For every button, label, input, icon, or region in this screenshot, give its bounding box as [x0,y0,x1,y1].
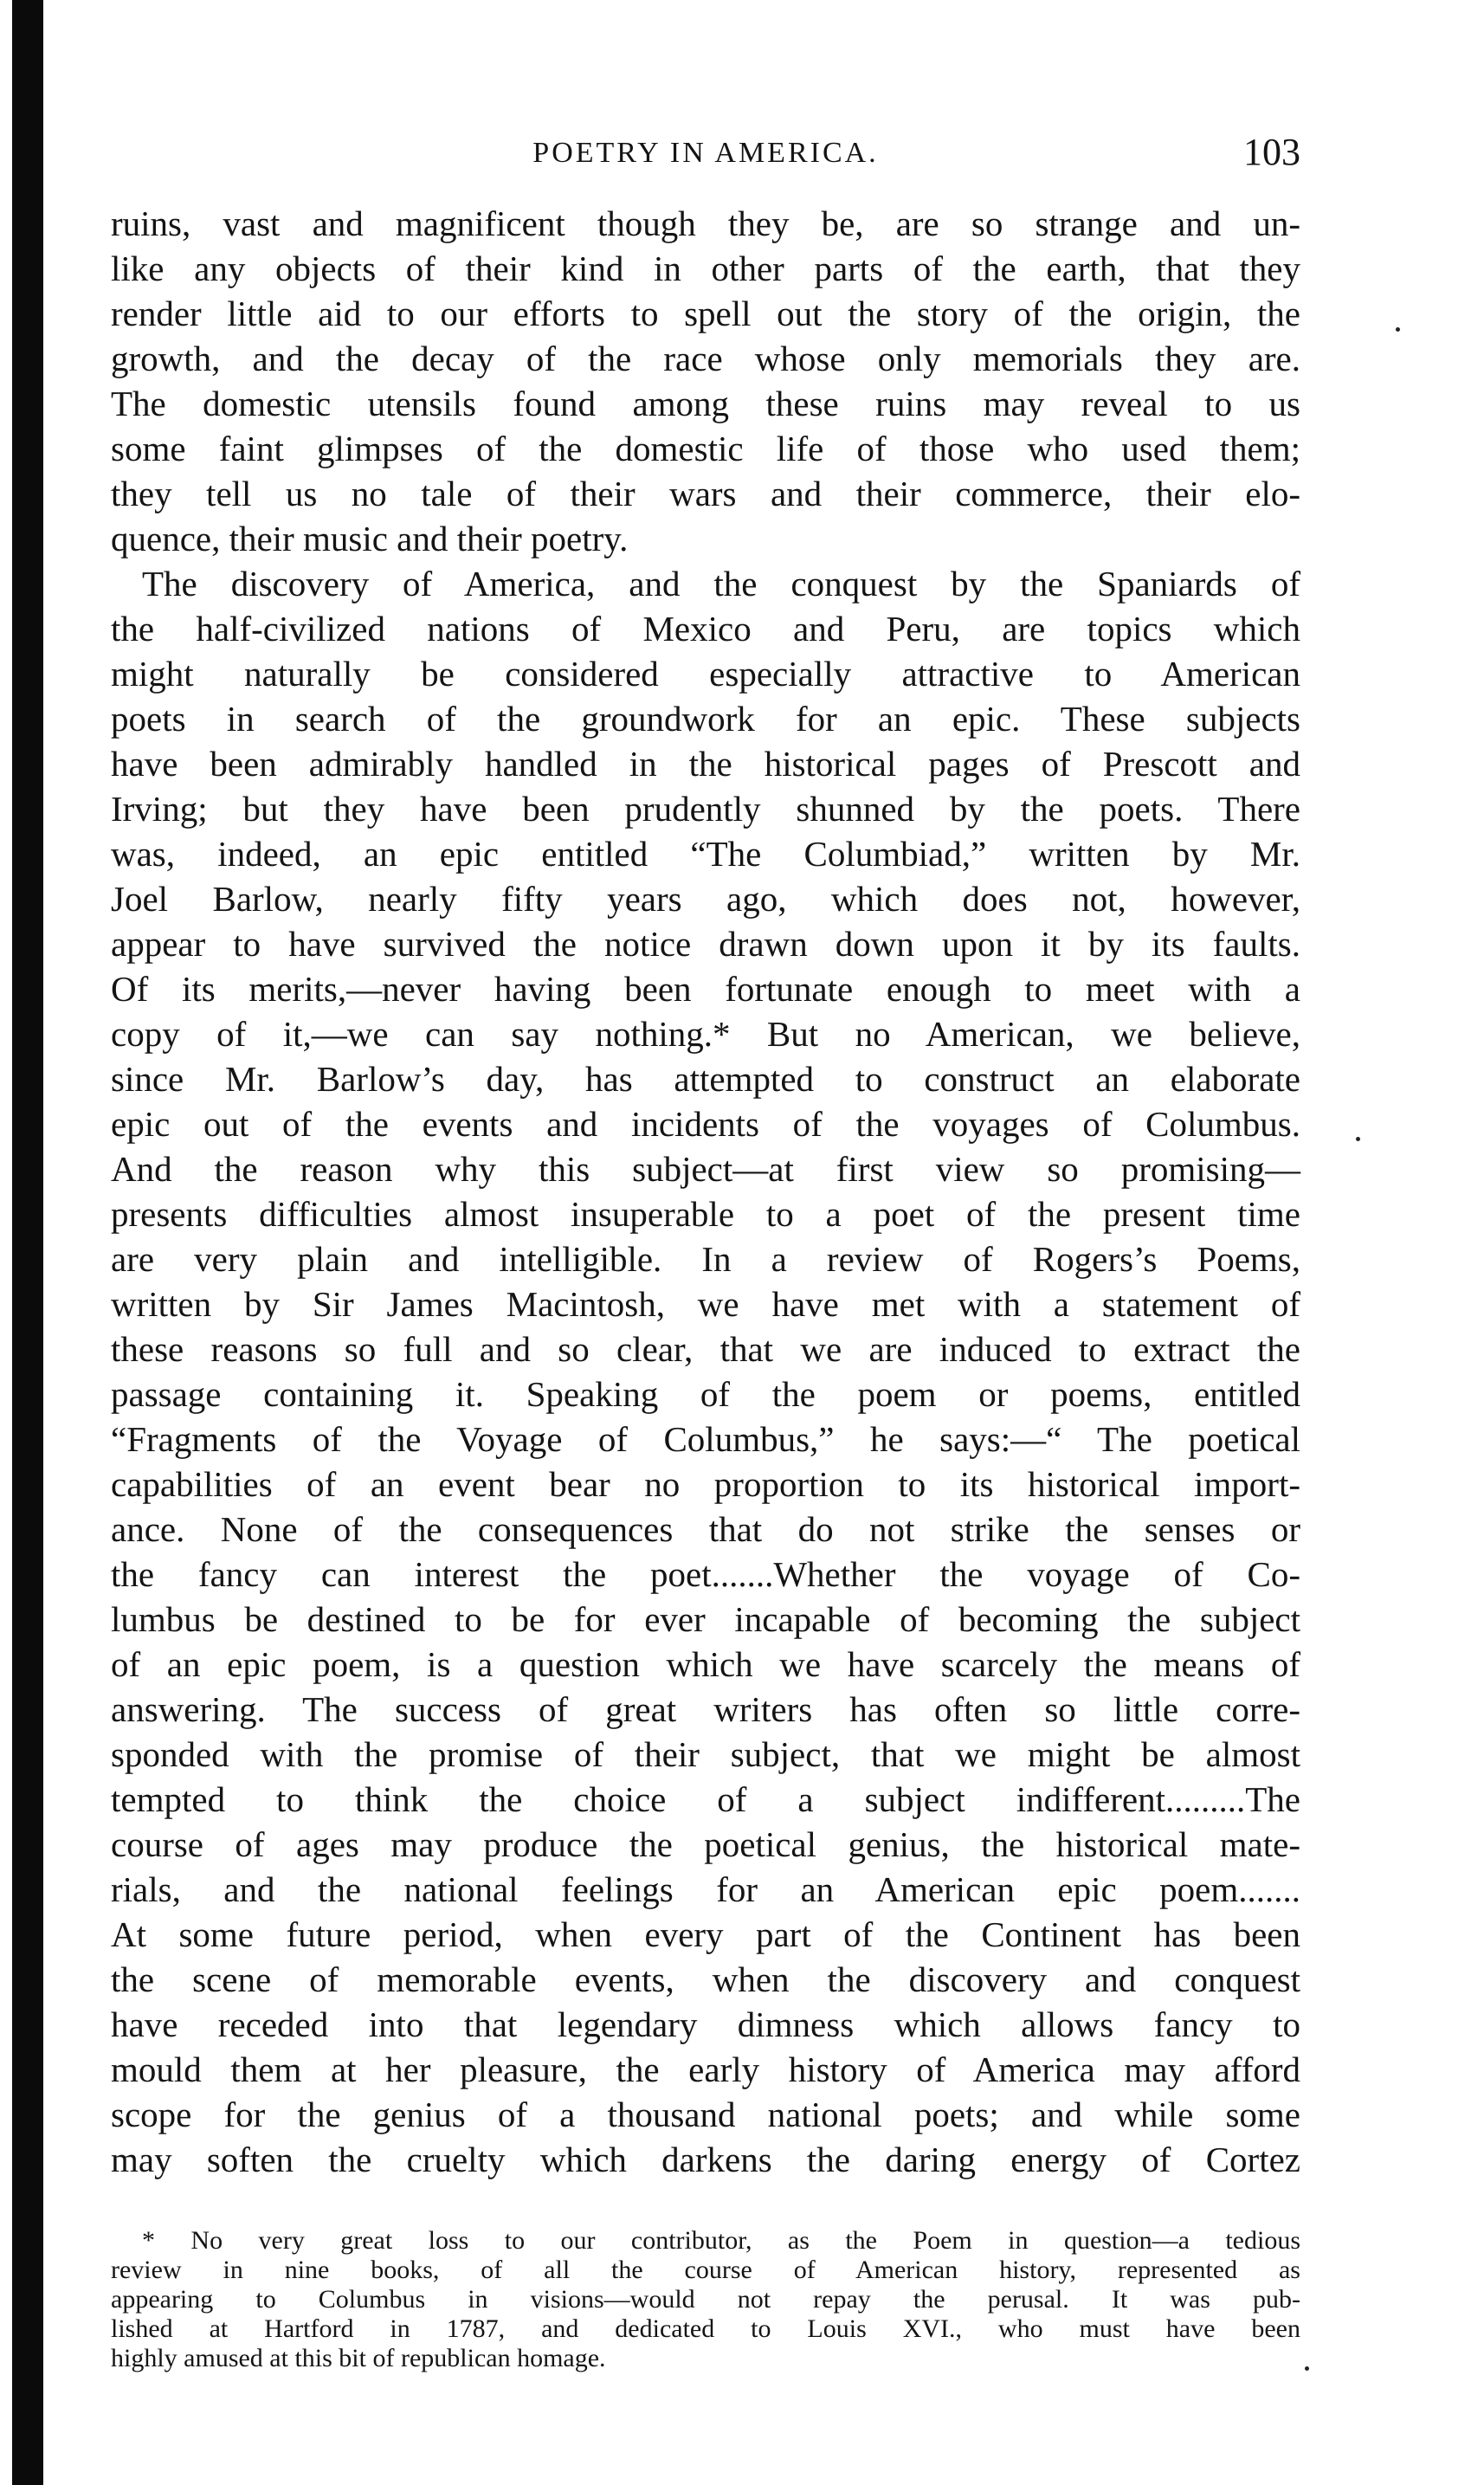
text-line: ance. None of the consequences that do not strike the senses or [111,1509,1300,1549]
text-line: copy of it,—we can say nothing.* But no American, we believe, [111,1014,1300,1054]
running-head: POETRY IN AMERICA. [532,137,879,169]
text-line: of an epic poem, is a question which we have scarcely the means of [111,1644,1300,1684]
text-line: And the reason why this subject—at first view so promising— [111,1149,1300,1189]
ink-speck [1305,2366,1309,2371]
text-line: the scene of memorable events, when the discovery and conquest [111,1959,1300,1999]
text-line: epic out of the events and incidents of the voyages of Columbus. [111,1104,1300,1144]
page-number: 103 [1243,131,1300,173]
ink-speck [1396,327,1400,332]
text-line: the half-civilized nations of Mexico and Peru, are topics which [111,609,1300,649]
text-line: may soften the cruelty which darkens the daring energy of Cortez [111,2140,1300,2179]
text-line: The domestic utensils found among these ruins may reveal to us [111,384,1300,423]
footnote [111,2226,1300,2373]
text-line: lumbus be destined to be for ever incapable of becoming the subject [111,1599,1300,1639]
text-line: “Fragments of the Voyage of Columbus,” he says:—“ The poetical [111,1419,1300,1459]
text-line: capabilities of an event bear no proportion to its historical import- [111,1464,1300,1504]
page-edge-shadow [12,0,43,2485]
text-line: answering. The success of great writers has often so little corre- [111,1689,1300,1729]
text-line: might naturally be considered especially attractive to American [111,654,1300,694]
text-line: passage containing it. Speaking of the poem or poems, entitled [111,1374,1300,1414]
text-line: sponded with the promise of their subject, that we might be almost [111,1734,1300,1774]
text-line: was, indeed, an epic entitled “The Columbiad,” written by Mr. [111,834,1300,874]
text-line: render little aid to our efforts to spell out the story of the origin, the [111,294,1300,333]
text-line: poets in search of the groundwork for an epic. These subjects [111,699,1300,739]
text-line: have receded into that legendary dimness which allows fancy to [111,2004,1300,2044]
footnote-line: * No very great loss to our contributor, as the Poem in question—a tedious [142,2226,1300,2255]
ink-speck [1356,1137,1360,1141]
text-line: appear to have survived the notice drawn down upon it by its faults. [111,924,1300,964]
text-line: since Mr. Barlow’s day, has attempted to construct an elaborate [111,1059,1300,1099]
text-line: ruins, vast and magnificent though they be, are so strange and un- [111,203,1300,243]
text-line: they tell us no tale of their wars and their commerce, their elo- [111,474,1300,513]
text-line: growth, and the decay of the race whose only memorials they are. [111,339,1300,378]
text-line: At some future period, when every part of the Continent has been [111,1914,1300,1954]
text-line: quence, their music and their poetry. [111,519,629,558]
text-line: Joel Barlow, nearly fifty years ago, which does not, however, [111,879,1300,919]
text-line: the fancy can interest the poet.......Whether the voyage of Co- [111,1554,1300,1594]
text-line: are very plain and intelligible. In a review of Rogers’s Poems, [111,1239,1300,1279]
text-line: Of its merits,—never having been fortunate enough to meet with a [111,969,1300,1009]
text-line: scope for the genius of a thousand national poets; and while some [111,2094,1300,2134]
text-line: The discovery of America, and the conquest by the Spaniards of [142,564,1300,604]
text-line: rials, and the national feelings for an American epic poem....... [111,1869,1300,1909]
text-line: some faint glimpses of the domestic life of those who used them; [111,429,1300,468]
footnote-line: appearing to Columbus in visions—would not repay the perusal. It was pub- [111,2285,1300,2314]
footnote-line: lished at Hartford in 1787, and dedicated to Louis XVI., who must have been [111,2314,1300,2343]
text-line: have been admirably handled in the historical pages of Prescott and [111,744,1300,784]
text-line: tempted to think the choice of a subject indifferent.........The [111,1779,1300,1819]
text-line: course of ages may produce the poetical genius, the historical mate- [111,1824,1300,1864]
page-header [111,130,1300,182]
text-line: written by Sir James Macintosh, we have met with a statement of [111,1284,1300,1324]
text-line: presents difficulties almost insuperable to a poet of the present time [111,1194,1300,1234]
text-line: mould them at her pleasure, the early history of America may afford [111,2049,1300,2089]
text-line: these reasons so full and so clear, that we are induced to extract the [111,1329,1300,1369]
footnote-line: review in nine books, of all the course of American history, represented as [111,2256,1300,2284]
body-text [111,201,1300,2182]
footnote-line: highly amused at this bit of republican homage. [111,2344,606,2372]
text-line: Irving; but they have been prudently shunned by the poets. There [111,789,1300,829]
text-line: like any objects of their kind in other parts of the earth, that they [111,248,1300,288]
